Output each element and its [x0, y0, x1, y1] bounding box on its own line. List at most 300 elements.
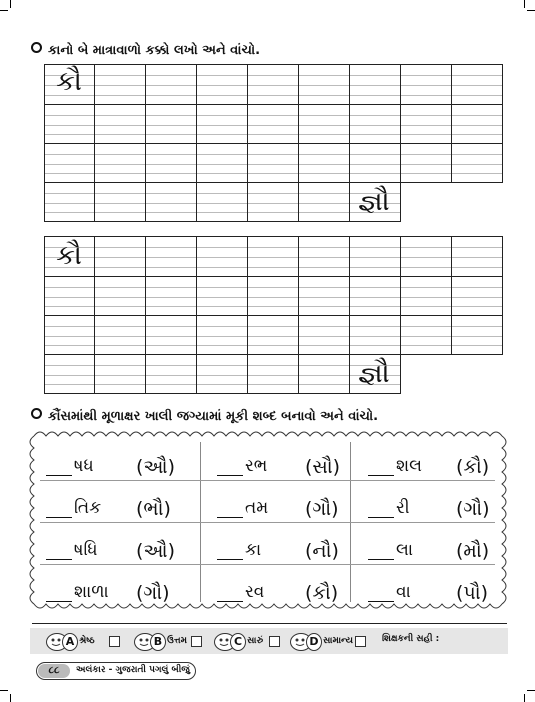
grade-checkbox[interactable]	[269, 636, 280, 647]
guide-line	[350, 267, 400, 268]
guide-line	[452, 115, 502, 116]
word-suffix: ષધિ	[74, 540, 98, 560]
book-title: અલંકાર - ગુજરાતી પગલું બીજું	[76, 665, 190, 675]
writing-grid-a	[44, 64, 504, 222]
grid-cell	[247, 143, 299, 183]
crop-mark	[524, 694, 525, 702]
guide-line	[350, 297, 400, 298]
guide-line	[248, 85, 298, 86]
guide-line	[248, 134, 298, 135]
guide-line	[146, 95, 196, 96]
bullet-icon	[31, 42, 42, 53]
guide-line	[197, 203, 247, 204]
answer-blank[interactable]	[46, 515, 72, 518]
guide-line	[452, 257, 502, 258]
page-number-badge	[38, 664, 70, 678]
guide-line	[452, 287, 502, 288]
letter-option: (મૌ)	[456, 540, 490, 562]
guide-line	[299, 345, 349, 346]
guide-line	[452, 75, 502, 76]
grid-cell	[247, 236, 299, 277]
grid-cell	[298, 104, 350, 144]
guide-line	[95, 212, 145, 213]
guide-line	[197, 287, 247, 288]
grade-letter: C	[230, 633, 246, 651]
guide-line	[146, 85, 196, 86]
guide-line	[45, 365, 94, 366]
guide-line	[401, 336, 451, 337]
guide-line	[299, 326, 349, 327]
guide-line	[452, 306, 502, 307]
crop-mark	[10, 694, 11, 702]
fill-blank-item	[215, 444, 355, 484]
grid-cell	[349, 276, 401, 316]
grid-cell	[451, 64, 503, 105]
word-suffix: રભ	[245, 456, 268, 476]
guide-line	[45, 164, 94, 165]
crop-mark	[527, 690, 535, 691]
word-suffix: વા	[396, 582, 411, 602]
guide-line	[146, 257, 196, 258]
grid-cell	[400, 276, 452, 316]
guide-line	[197, 306, 247, 307]
grid-cell	[247, 182, 299, 222]
guide-line	[248, 375, 298, 376]
guide-line	[197, 365, 247, 366]
guide-line	[45, 134, 94, 135]
fill-blank-item	[215, 528, 355, 568]
guide-line	[45, 212, 94, 213]
guide-line	[401, 267, 451, 268]
guide-line	[146, 287, 196, 288]
grid-cell	[349, 315, 401, 355]
guide-line	[248, 287, 298, 288]
guide-line	[45, 203, 94, 204]
section1-instruction	[31, 42, 260, 58]
letter-option: (ગૌ)	[136, 582, 170, 604]
guide-line	[401, 247, 451, 248]
guide-line	[146, 125, 196, 126]
grid-cell	[298, 182, 350, 222]
letter-option: (સૌ)	[305, 456, 341, 478]
grid-end-char: જ્ઞૌ	[358, 358, 390, 389]
guide-line	[350, 164, 400, 165]
guide-line	[299, 247, 349, 248]
grid-cell	[451, 236, 503, 277]
grid-cell	[400, 315, 452, 355]
guide-line	[197, 154, 247, 155]
fill-blank-item	[44, 444, 184, 484]
guide-line	[299, 173, 349, 174]
guide-line	[95, 326, 145, 327]
guide-line	[248, 173, 298, 174]
grade-label: ઉત્તમ	[167, 636, 188, 646]
grid-cell	[196, 276, 248, 316]
grid-cell	[349, 104, 401, 144]
letter-option: (ઔ)	[136, 540, 175, 562]
answer-blank[interactable]	[368, 515, 394, 518]
guide-line	[299, 257, 349, 258]
word-suffix: રવ	[245, 582, 265, 602]
letter-option: (નૌ)	[305, 540, 339, 562]
answer-blank[interactable]	[217, 557, 243, 560]
word-suffix: કા	[245, 540, 262, 560]
crop-mark	[524, 0, 525, 8]
guide-line	[95, 247, 145, 248]
guide-line	[452, 164, 502, 165]
guide-line	[95, 193, 145, 194]
grid-end-char: જ્ઞૌ	[358, 186, 390, 217]
guide-line	[248, 125, 298, 126]
guide-line	[401, 173, 451, 174]
letter-option: (કૌ)	[305, 582, 339, 604]
guide-line	[197, 267, 247, 268]
grade-letter: B	[150, 633, 166, 651]
grid-cell	[349, 236, 401, 277]
crop-mark	[0, 690, 8, 691]
grid-cell	[451, 143, 503, 183]
guide-line	[45, 287, 94, 288]
letter-option: (ગૌ)	[456, 498, 490, 520]
guide-line	[146, 306, 196, 307]
guide-line	[401, 75, 451, 76]
guide-line	[401, 345, 451, 346]
guide-line	[197, 134, 247, 135]
fill-blank-item	[366, 486, 506, 526]
grid-cell	[44, 104, 95, 144]
grid-cell	[196, 354, 248, 394]
fill-blank-item	[215, 570, 355, 610]
answer-blank[interactable]	[46, 599, 72, 602]
guide-line	[95, 336, 145, 337]
guide-line	[197, 326, 247, 327]
grade-label: સારું	[247, 636, 264, 646]
grade-letter: A	[62, 633, 78, 651]
fill-blank-item	[366, 444, 506, 484]
letter-option: (કૌ)	[456, 456, 490, 478]
guide-line	[350, 125, 400, 126]
guide-line	[197, 297, 247, 298]
guide-line	[299, 85, 349, 86]
guide-line	[248, 95, 298, 96]
grid-cell	[94, 104, 146, 144]
guide-line	[350, 115, 400, 116]
guide-line	[95, 203, 145, 204]
grid-cell	[94, 64, 146, 105]
grid-cell	[196, 315, 248, 355]
guide-line	[197, 247, 247, 248]
guide-line	[299, 212, 349, 213]
guide-line	[248, 365, 298, 366]
letter-option: (ગૌ)	[305, 498, 339, 520]
guide-line	[350, 154, 400, 155]
guide-line	[95, 306, 145, 307]
divider-line	[32, 623, 507, 624]
crop-mark	[0, 10, 8, 11]
guide-line	[350, 345, 400, 346]
grid-cell	[94, 276, 146, 316]
guide-line	[197, 85, 247, 86]
fill-blank-item	[366, 528, 506, 568]
guide-line	[452, 336, 502, 337]
guide-line	[45, 297, 94, 298]
guide-line	[299, 193, 349, 194]
guide-line	[197, 384, 247, 385]
fill-blank-item	[44, 486, 184, 526]
guide-line	[248, 193, 298, 194]
grid-cell	[451, 104, 503, 144]
grid-cell	[145, 354, 197, 394]
guide-line	[146, 115, 196, 116]
guide-line	[401, 134, 451, 135]
crop-mark	[527, 10, 535, 11]
fill-blank-item	[366, 570, 506, 610]
grid-cell	[298, 64, 350, 105]
guide-line	[248, 326, 298, 327]
guide-line	[197, 193, 247, 194]
guide-line	[350, 336, 400, 337]
guide-line	[146, 75, 196, 76]
guide-line	[401, 297, 451, 298]
word-suffix: તિક	[74, 498, 102, 518]
grid-cell	[451, 276, 503, 316]
grid-cell	[349, 64, 401, 105]
grid-cell	[196, 104, 248, 144]
guide-line	[95, 95, 145, 96]
grid-cell	[298, 276, 350, 316]
guide-line	[146, 267, 196, 268]
answer-blank[interactable]	[368, 557, 394, 560]
guide-line	[350, 173, 400, 174]
guide-line	[299, 134, 349, 135]
grade-checkbox[interactable]	[355, 636, 366, 647]
grid-cell	[94, 236, 146, 277]
guide-line	[45, 336, 94, 337]
grade-checkbox[interactable]	[109, 636, 120, 647]
word-suffix: તમ	[245, 498, 269, 518]
guide-line	[95, 154, 145, 155]
guide-line	[146, 336, 196, 337]
guide-line	[350, 85, 400, 86]
guide-line	[248, 257, 298, 258]
guide-line	[197, 257, 247, 258]
guide-line	[248, 212, 298, 213]
guide-line	[248, 267, 298, 268]
guide-line	[299, 95, 349, 96]
grid-cell	[451, 315, 503, 355]
guide-line	[146, 326, 196, 327]
answer-blank[interactable]	[368, 599, 394, 602]
guide-line	[197, 75, 247, 76]
guide-line	[95, 287, 145, 288]
guide-line	[45, 115, 94, 116]
grade-checkbox[interactable]	[191, 636, 202, 647]
grid-cell	[196, 143, 248, 183]
guide-line	[197, 125, 247, 126]
guide-line	[95, 375, 145, 376]
guide-line	[401, 257, 451, 258]
guide-line	[146, 247, 196, 248]
section1-instruction-text: કાનો બે માત્રાવાળો કક્કો લખો અને વાંચો.	[48, 43, 261, 58]
guide-line	[95, 85, 145, 86]
section2-instruction	[31, 408, 378, 424]
grid-cell	[247, 315, 299, 355]
word-suffix: ષધ	[74, 456, 94, 476]
guide-line	[95, 75, 145, 76]
guide-line	[248, 345, 298, 346]
grid-cell	[196, 182, 248, 222]
grid-cell	[94, 315, 146, 355]
guide-line	[95, 365, 145, 366]
guide-line	[95, 257, 145, 258]
guide-line	[146, 375, 196, 376]
guide-line	[299, 306, 349, 307]
guide-line	[299, 297, 349, 298]
grid-cell	[44, 315, 95, 355]
guide-line	[197, 375, 247, 376]
guide-line	[248, 297, 298, 298]
guide-line	[95, 125, 145, 126]
guide-line	[248, 203, 298, 204]
guide-line	[146, 154, 196, 155]
guide-line	[146, 193, 196, 194]
guide-line	[452, 326, 502, 327]
letter-option: (ઔ)	[136, 456, 175, 478]
page-number: ૮૮	[48, 665, 60, 676]
grid-cell	[247, 104, 299, 144]
guide-line	[45, 154, 94, 155]
word-suffix: શલ	[396, 456, 422, 476]
grid-cell	[298, 315, 350, 355]
guide-line	[401, 326, 451, 327]
grid-cell	[145, 276, 197, 316]
grid-cell	[145, 104, 197, 144]
guide-line	[248, 164, 298, 165]
answer-blank[interactable]	[46, 473, 72, 476]
grid-cell	[94, 354, 146, 394]
guide-line	[299, 164, 349, 165]
grid-cell	[298, 236, 350, 277]
guide-line	[452, 297, 502, 298]
guide-line	[299, 125, 349, 126]
grid-cell	[145, 143, 197, 183]
guide-line	[197, 212, 247, 213]
guide-line	[95, 115, 145, 116]
guide-line	[45, 326, 94, 327]
guide-line	[452, 125, 502, 126]
word-suffix: રી	[396, 498, 410, 518]
grid-cell	[145, 315, 197, 355]
guide-line	[95, 384, 145, 385]
guide-line	[350, 326, 400, 327]
grid-cell	[247, 64, 299, 105]
guide-line	[299, 203, 349, 204]
guide-line	[146, 134, 196, 135]
answer-blank[interactable]	[217, 473, 243, 476]
guide-line	[197, 115, 247, 116]
guide-line	[350, 306, 400, 307]
grid-cell	[94, 143, 146, 183]
fill-blank-item	[44, 570, 184, 610]
guide-line	[452, 173, 502, 174]
answer-blank[interactable]	[217, 599, 243, 602]
guide-line	[248, 154, 298, 155]
guide-line	[299, 154, 349, 155]
guide-line	[45, 306, 94, 307]
grid-cell	[44, 276, 95, 316]
grid-cell	[298, 143, 350, 183]
word-suffix: શાળા	[74, 582, 109, 602]
grid-cell	[145, 64, 197, 105]
guide-line	[401, 85, 451, 86]
answer-blank[interactable]	[46, 557, 72, 560]
grid-cell	[44, 182, 95, 222]
letter-option: (પૌ)	[456, 582, 489, 604]
guide-line	[452, 95, 502, 96]
guide-line	[146, 384, 196, 385]
grid-cell	[44, 354, 95, 394]
guide-line	[146, 212, 196, 213]
guide-line	[299, 384, 349, 385]
guide-line	[45, 384, 94, 385]
guide-line	[197, 336, 247, 337]
grid-start-char: કૌ	[56, 240, 83, 271]
guide-line	[95, 297, 145, 298]
guide-line	[45, 125, 94, 126]
grid-cell	[298, 354, 350, 394]
guide-line	[401, 287, 451, 288]
guide-line	[248, 306, 298, 307]
guide-line	[452, 345, 502, 346]
guide-line	[299, 365, 349, 366]
answer-blank[interactable]	[368, 473, 394, 476]
fill-blank-item	[44, 528, 184, 568]
guide-line	[95, 164, 145, 165]
grid-cell	[196, 64, 248, 105]
guide-line	[146, 203, 196, 204]
answer-blank[interactable]	[217, 515, 243, 518]
guide-line	[452, 85, 502, 86]
grid-cell	[400, 143, 452, 183]
grid-cell	[247, 276, 299, 316]
guide-line	[146, 173, 196, 174]
guide-line	[401, 95, 451, 96]
guide-line	[45, 375, 94, 376]
grid-cell	[44, 143, 95, 183]
guide-line	[299, 75, 349, 76]
guide-line	[45, 345, 94, 346]
guide-line	[197, 173, 247, 174]
guide-line	[248, 247, 298, 248]
grid-cell	[349, 143, 401, 183]
guide-line	[452, 134, 502, 135]
guide-line	[45, 193, 94, 194]
guide-line	[197, 345, 247, 346]
guide-line	[95, 267, 145, 268]
guide-line	[401, 115, 451, 116]
grid-cell	[247, 354, 299, 394]
grid-cell	[400, 64, 452, 105]
grid-cell	[400, 104, 452, 144]
guide-line	[401, 154, 451, 155]
guide-line	[299, 336, 349, 337]
grid-cell	[94, 182, 146, 222]
guide-line	[248, 336, 298, 337]
grade-label: શ્રેષ્ઠ	[79, 636, 95, 646]
crop-mark	[10, 0, 11, 8]
guide-line	[452, 154, 502, 155]
guide-line	[299, 267, 349, 268]
